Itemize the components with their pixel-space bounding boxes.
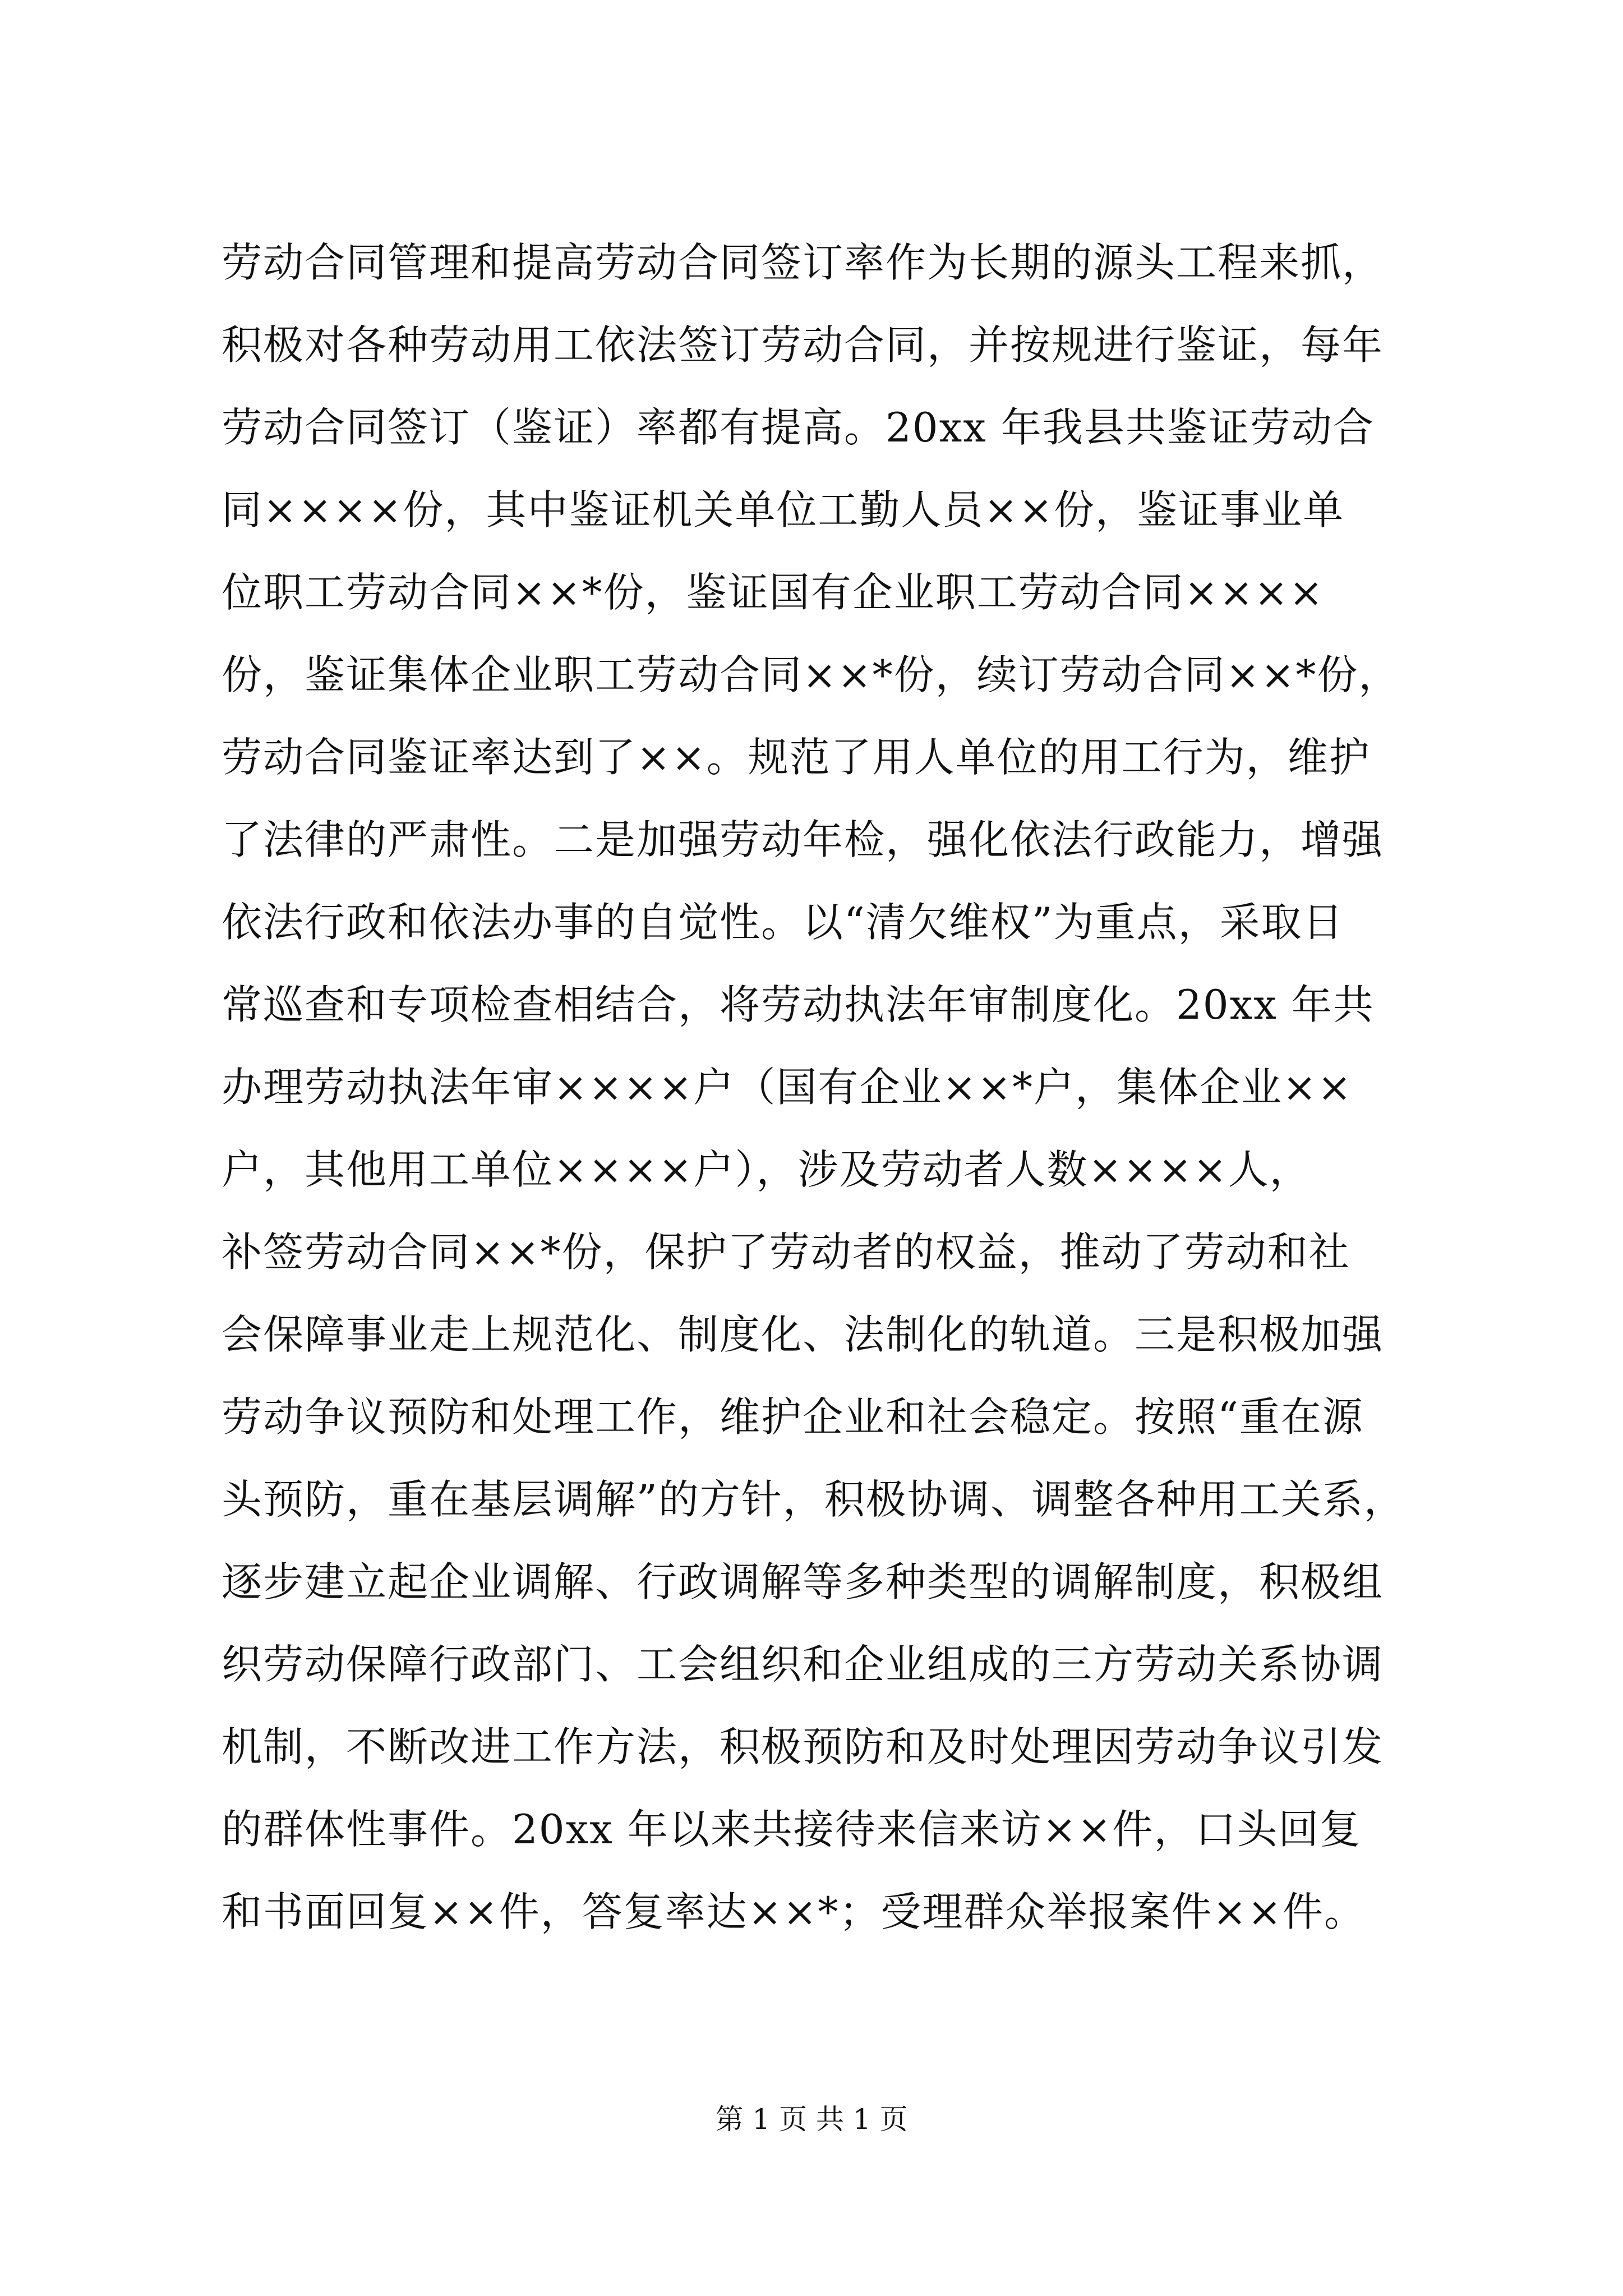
text-line: 了法律的严肃性。二是加强劳动年检，强化依法行政能力，增强 (222, 816, 1384, 863)
text-line: 常巡查和专项检查相结合，将劳动执法年审制度化。20xx 年共 (222, 981, 1375, 1028)
text-line: 同××××份，其中鉴证机关单位工勤人员××份，鉴证事业单 (222, 486, 1344, 533)
text-line: 补签劳动合同××*份，保护了劳动者的权益，推动了劳动和社 (222, 1228, 1350, 1276)
body-text (222, 222, 1427, 1953)
text-line: 和书面回复××件，答复率达××*；受理群众举报案件××件。 (222, 1888, 1366, 1935)
text-line: 办理劳动执法年审××××户（国有企业××*户，集体企业×× (222, 1064, 1353, 1111)
text-line: 劳动合同签订（鉴证）率都有提高。20xx 年我县共鉴证劳动合 (222, 404, 1375, 451)
text-line: 劳动合同鉴证率达到了××。规范了用人单位的用工行为，维护 (222, 734, 1371, 781)
text-line: 织劳动保障行政部门、工会组织和企业组成的三方劳动关系协调 (222, 1641, 1384, 1688)
text-line: 户，其他用工单位××××户），涉及劳动者人数××××人， (222, 1146, 1311, 1193)
text-line: 会保障事业走上规范化、制度化、法制化的轨道。三是积极加强 (222, 1311, 1384, 1358)
text-line: 头预防，重在基层调解”的方针，积极协调、调整各种用工关系， (222, 1476, 1405, 1523)
text-line: 的群体性事件。20xx 年以来共接待来信来访××件，口头回复 (222, 1806, 1362, 1853)
text-line: 份，鉴证集体企业职工劳动合同××*份，续订劳动合同××*份， (222, 651, 1400, 698)
text-line: 劳动合同管理和提高劳动合同签订率作为长期的源头工程来抓， (222, 239, 1384, 286)
page-footer: 第 1 页 共 1 页 (715, 2103, 908, 2136)
text-line: 劳动争议预防和处理工作，维护企业和社会稳定。按照“重在源 (222, 1393, 1364, 1441)
text-line: 积极对各种劳动用工依法签订劳动合同，并按规进行鉴证，每年 (222, 321, 1384, 369)
text-line: 位职工劳动合同××*份，鉴证国有企业职工劳动合同×××× (222, 569, 1324, 616)
text-line: 机制，不断改进工作方法，积极预防和及时处理因劳动争议引发 (222, 1723, 1384, 1770)
text-line: 依法行政和依法办事的自觉性。以“清欠维权”为重点，采取日 (222, 899, 1344, 946)
text-line: 逐步建立起企业调解、行政调解等多种类型的调解制度，积极组 (222, 1558, 1384, 1605)
